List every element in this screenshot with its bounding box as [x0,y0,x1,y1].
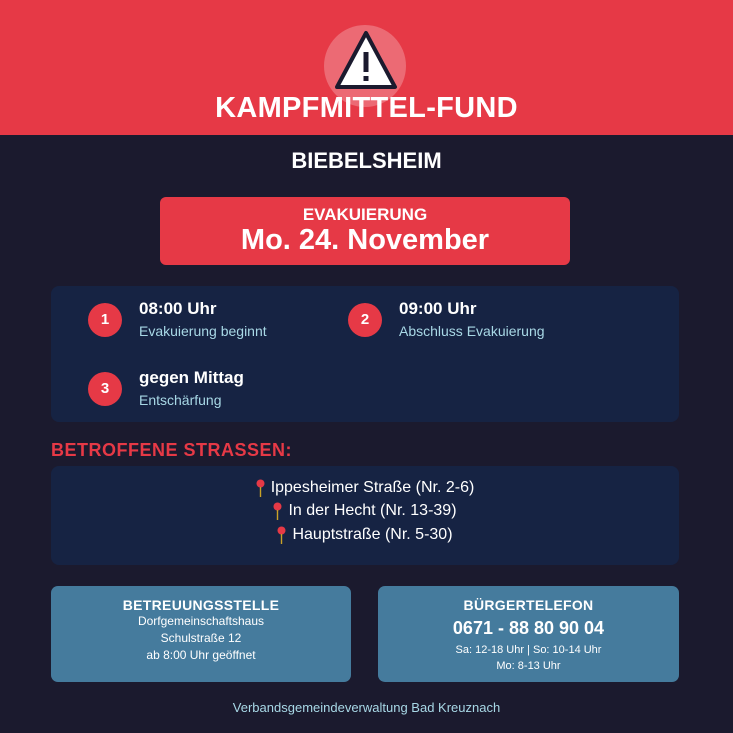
care-center-location: Dorfgemeinschaftshaus [137,614,265,628]
evacuation-label: EVAKUIERUNG [302,205,428,224]
schedule-panel [51,286,679,422]
step-description: Evakuierung beginnt [139,323,267,339]
affected-streets-panel [51,466,679,565]
street-item [51,500,679,524]
pushpin-icon [256,479,265,497]
street-name: Hauptstraße (Nr. 5-30) [292,525,453,543]
hotline-title: BÜRGERTELEFON [463,597,594,613]
hotline-phone-number[interactable]: 0671 - 88 80 90 04 [452,618,605,638]
street-item [51,523,679,547]
step-description: Abschluss Evakuierung [399,323,545,339]
town-name: BIEBELSHEIM [291,148,442,173]
pushpin-icon [277,526,286,544]
step-number-badge: 3 [88,372,122,406]
hotline-hours-weekend: Sa: 12-18 Uhr | So: 10-14 Uhr [455,644,602,656]
pushpin-icon [273,502,282,520]
step-number-badge: 2 [348,303,382,337]
evacuation-date-box [160,197,570,265]
care-center-title: BETREUUNGSSTELLE [122,597,280,613]
street-name: In der Hecht (Nr. 13-39) [288,502,457,520]
step-time: 08:00 Uhr [139,299,217,318]
step-description: Entschärfung [139,392,222,408]
care-center-address: Schulstraße 12 [160,631,242,645]
street-name: Ippesheimer Straße (Nr. 2-6) [270,478,475,496]
hotline-card [378,586,679,682]
care-center-card [51,586,351,682]
evacuation-date: Mo. 24. November [240,224,490,256]
page-title: KAMPFMITTEL-FUND [215,92,518,124]
affected-streets-heading: BETROFFENE STRASSEN: [51,440,293,460]
care-center-opening: ab 8:00 Uhr geöffnet [146,648,256,662]
hotline-hours-monday: Mo: 8-13 Uhr [496,660,561,672]
warning-triangle-icon [334,30,398,90]
step-number-badge: 1 [88,303,122,337]
step-time: gegen Mittag [139,368,244,387]
footer-authority: Verbandsgemeindeverwaltung Bad Kreuznach [232,700,501,715]
header-banner [0,0,733,135]
step-time: 09:00 Uhr [399,299,477,318]
street-item [51,476,679,500]
